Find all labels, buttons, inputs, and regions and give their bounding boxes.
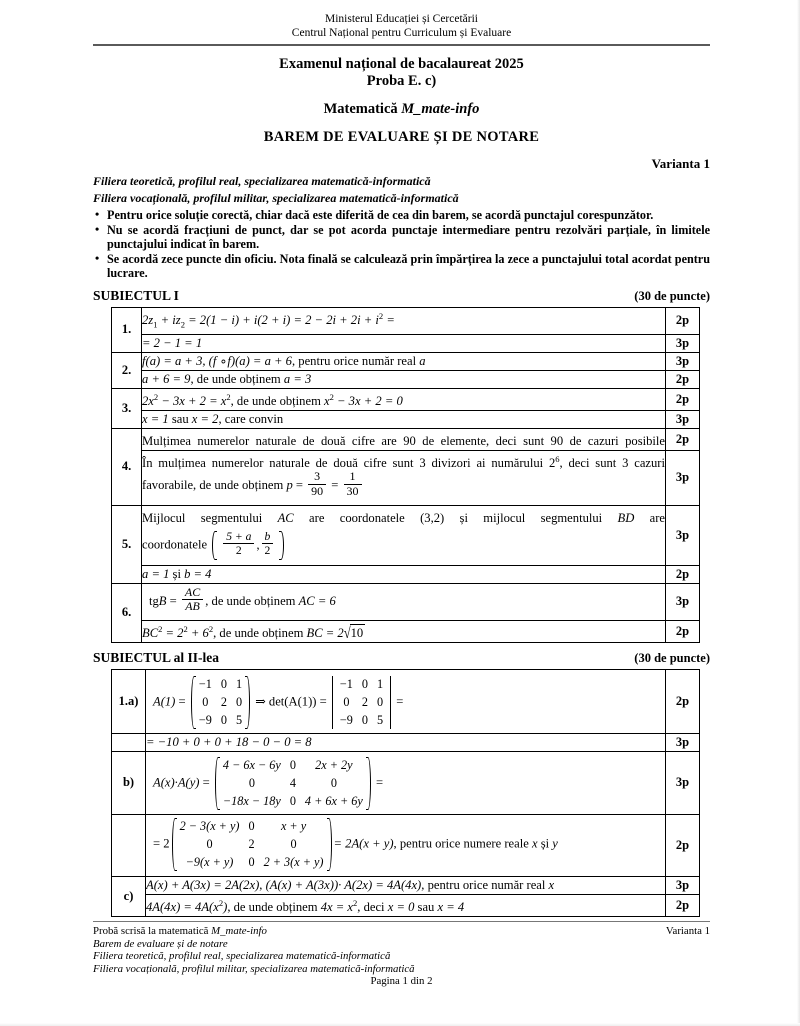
points-cell: 2p bbox=[666, 428, 700, 450]
table-row bbox=[112, 751, 700, 814]
footer-page-number: Pagina 1 din 2 bbox=[370, 975, 433, 988]
math-expression: A(x)·A(y) bbox=[153, 775, 200, 790]
points-cell: 2p bbox=[666, 565, 700, 583]
section-title: SUBIECTUL al II-lea bbox=[93, 649, 220, 665]
item-number: c) bbox=[112, 876, 146, 916]
math-expression: a + 6 = 9 bbox=[142, 371, 191, 386]
points-cell: 3p bbox=[666, 450, 700, 505]
fraction: $\frac{1}{30}$ bbox=[344, 470, 362, 498]
points-cell: 3p bbox=[666, 733, 700, 751]
grading-rule-item: • Pentru orice soluție corectă, chiar dacă este diferită de cea din barem, se acordă punctajul corespunzător. bbox=[93, 208, 710, 223]
math-expression: $2z_1 + iz_2 = 2(1 - i) + i(2 + i) = 2 - 2i + 2i + i^2$ = bbox=[142, 310, 395, 330]
solution-line bbox=[142, 428, 666, 450]
footer-line-2: Barem de evaluare și de notare bbox=[93, 937, 228, 950]
footer-varianta: Varianta 1 bbox=[665, 924, 710, 937]
solution-line bbox=[146, 733, 666, 751]
barem-title: BAREM DE EVALUARE ȘI DE NOTARE bbox=[263, 129, 540, 145]
item-number: 1.a) bbox=[112, 669, 146, 733]
table-row bbox=[112, 334, 700, 352]
matrix-A1: −1 0 1 0 2 0 −9 0 5 bbox=[190, 675, 251, 730]
filiera-line-2: Filiera vocațională, profilul militar, specializarea matematică-informatică bbox=[93, 190, 459, 205]
footer-exam-label: Probă scrisă la matematică M_mate-info bbox=[93, 924, 267, 937]
math-expression: $BC^2 = 2^2 + 6^2$ bbox=[142, 623, 214, 640]
section-heading-subiect-1 bbox=[93, 288, 710, 304]
table-row bbox=[112, 814, 700, 876]
math-expression: A(1) bbox=[153, 694, 176, 709]
table-row bbox=[112, 876, 700, 894]
math-expression: = −10 + 0 + 0 + 18 − 0 − 0 = 8 bbox=[146, 734, 312, 749]
item-number: 5. bbox=[112, 505, 142, 583]
section-heading-subiect-2 bbox=[93, 650, 710, 666]
solution-text: coordonatele $\frac{5 + a}{2}$ , $\frac{b}{2}$ bbox=[142, 530, 665, 561]
points-cell: 3p bbox=[666, 751, 700, 814]
solution-line: x = 1 sau x = 2, care convin bbox=[142, 410, 666, 428]
page-content bbox=[93, 12, 710, 988]
barem-table-subiect-1 bbox=[111, 307, 700, 643]
section-points: (30 de puncte) bbox=[634, 288, 710, 303]
solution-line: = 2 2 − 3(x + y) 0 x + y 0 2 0 −9(x + y) 0 2 + 3(x + y) = 2A(x + y), pentru orice numere reale x și y bbox=[146, 814, 666, 876]
math-expression: = 2 bbox=[153, 836, 170, 851]
table-row bbox=[112, 565, 700, 583]
solution-text: Mijlocul segmentului AC are coordonatele (3,2) și mijlocul segmentului BD are bbox=[142, 510, 665, 525]
header-divider bbox=[93, 44, 710, 46]
points-cell: 3p bbox=[666, 410, 700, 428]
table-row bbox=[112, 410, 700, 428]
item-number: b) bbox=[112, 751, 146, 814]
fraction: $\frac{AC}{AB}$ bbox=[182, 586, 203, 614]
ministry-line-1: Ministerul Educației și Cercetării bbox=[325, 13, 478, 25]
points-cell: 2p bbox=[666, 669, 700, 733]
determinant-A1: −1 0 1 0 2 0 −9 0 5 bbox=[331, 675, 392, 730]
square-root: 10 bbox=[350, 625, 364, 640]
item-number: 3. bbox=[112, 388, 142, 428]
footer-line-4: Filiera vocațională, profilul militar, specializarea matematică-informatică bbox=[93, 962, 415, 975]
table-row bbox=[112, 894, 700, 916]
item-number: 1. bbox=[112, 307, 142, 352]
solution-line: $BC^2 = 2^2 + 6^2$, de unde obținem BC = 2√10 bbox=[142, 620, 666, 642]
matrix-factored: 2 − 3(x + y) 0 x + y 0 2 0 −9(x + y) 0 2 + 3(x + y) bbox=[171, 817, 333, 872]
math-expression: x = 1 bbox=[142, 411, 169, 426]
footer-divider bbox=[93, 921, 710, 922]
table-row bbox=[112, 505, 700, 565]
subject-code: M_mate-info bbox=[401, 101, 480, 117]
points-cell: 3p bbox=[666, 583, 700, 620]
math-expression: tg bbox=[149, 593, 159, 608]
page-footer bbox=[93, 925, 710, 988]
matrix-product: 4 − 6x − 6y 0 2x + 2y 0 4 0 −18x − 18y 0 4 + 6x + 6y bbox=[214, 756, 372, 811]
table-row bbox=[112, 352, 700, 370]
item-number: 6. bbox=[112, 583, 142, 642]
section-title: SUBIECTUL I bbox=[93, 287, 179, 303]
grading-rules bbox=[93, 208, 710, 281]
footer-line-1 bbox=[93, 925, 710, 938]
math-expression: f(a) = a + 3, (f ∘f)(a) = a + 6 bbox=[142, 353, 292, 368]
solution-line: $2x^2 - 3x + 2 = x^2$, de unde obținem $x^2 - 3x + 2 = 0$ bbox=[142, 388, 666, 410]
barem-table-subiect-2 bbox=[111, 669, 700, 917]
table-row bbox=[112, 669, 700, 733]
math-expression: $2x^2 - 3x + 2 = x^2$ bbox=[142, 391, 231, 408]
grading-rule-item: • Se acordă zece puncte din oficiu. Nota finală se calculează prin împărțirea la zece a punctajului total acordat pentru lucrare. bbox=[93, 252, 710, 281]
subject-line bbox=[93, 101, 710, 118]
solution-line bbox=[142, 334, 666, 352]
solution-line bbox=[142, 450, 666, 505]
table-row bbox=[112, 307, 700, 334]
ministry-line-2: Centrul Național pentru Curriculum și Evaluare bbox=[291, 27, 512, 39]
table-row bbox=[112, 583, 700, 620]
table-row bbox=[112, 370, 700, 388]
item-number: 2. bbox=[112, 352, 142, 388]
points-cell: 3p bbox=[666, 352, 700, 370]
solution-line: a + 6 = 9, de unde obținem a = 3 bbox=[142, 370, 666, 388]
grading-rule-item: • Nu se acordă fracțiuni de punct, dar se pot acorda punctaje intermediare pentru rezolvări parțiale, în limitele punctajului indicat în barem. bbox=[93, 223, 710, 252]
points-cell: 3p bbox=[666, 334, 700, 352]
varianta-label: Varianta 1 bbox=[651, 156, 710, 171]
item-number: 4. bbox=[112, 428, 142, 505]
ministry-header bbox=[93, 12, 710, 40]
solution-line: f(a) = a + 3, (f ∘f)(a) = a + 6, pentru orice număr real a bbox=[142, 352, 666, 370]
points-cell: 3p bbox=[666, 876, 700, 894]
math-expression: a = 1 bbox=[142, 566, 170, 581]
solution-line: $4A(4x) = 4A(x^2)$, de unde obținem $4x = x^2$, deci x = 0 sau x = 4 bbox=[146, 894, 666, 916]
footer-line-3: Filiera teoretică, profilul real, specializarea matematică-informatică bbox=[93, 950, 391, 963]
solution-text: În mulțimea numerelor naturale de două cifre sunt 3 divizori ai numărului $2^6$, deci sunt 3 cazuri favorabile, de unde obținem p = $\frac{3}{90}$ = $\frac{1}{30}$ bbox=[142, 453, 665, 498]
coordinate-pair: $\frac{5 + a}{2}$ , $\frac{b}{2}$ bbox=[211, 530, 285, 561]
math-expression: = 2 − 1 = 1 bbox=[142, 335, 203, 350]
solution-line: a = 1 și b = 4 bbox=[142, 565, 666, 583]
solution-text: Mulțimea numerelor naturale de două cifre are 90 de elemente, deci sunt 90 de cazuri posibile bbox=[142, 433, 665, 448]
table-row bbox=[112, 388, 700, 410]
points-cell: 2p bbox=[666, 370, 700, 388]
math-expression: A(x) + A(3x) = 2A(2x) bbox=[146, 877, 260, 892]
item-number-spacer bbox=[112, 814, 146, 876]
section-points: (30 de puncte) bbox=[634, 650, 710, 665]
solution-line bbox=[142, 307, 666, 334]
points-cell: 2p bbox=[666, 388, 700, 410]
table-row bbox=[112, 428, 700, 450]
exam-title: Examenul național de bacalaureat 2025 bbox=[279, 56, 524, 72]
points-cell: 3p bbox=[666, 505, 700, 565]
fraction: $\frac{3}{90}$ bbox=[308, 470, 326, 498]
item-number-spacer bbox=[112, 733, 146, 751]
subject-label: Matematică bbox=[323, 101, 402, 117]
exam-proba: Proba E. c) bbox=[366, 73, 437, 89]
points-cell: 2p bbox=[666, 894, 700, 916]
filiera-line-1: Filiera teoretică, profilul real, specializarea matematică-informatică bbox=[93, 174, 431, 188]
solution-line: tgB = $\frac{AC}{AB}$ , de unde obținem AC = 6 bbox=[142, 583, 666, 620]
table-row bbox=[112, 620, 700, 642]
table-row bbox=[112, 450, 700, 505]
solution-line: A(x) + A(3x) = 2A(2x), (A(x) + A(3x))· A(2x) = 4A(4x), pentru orice număr real x bbox=[146, 876, 666, 894]
points-cell: 2p bbox=[666, 620, 700, 642]
solution-line bbox=[142, 505, 666, 565]
points-cell: 2p bbox=[666, 814, 700, 876]
math-expression: $4A(4x) = 4A(x^2)$ bbox=[146, 897, 228, 914]
solution-line: A(x)·A(y) = 4 − 6x − 6y 0 2x + 2y 0 4 0 −18x − 18y 0 4 + 6x + 6y = bbox=[146, 751, 666, 814]
points-cell: 2p bbox=[666, 307, 700, 334]
table-row bbox=[112, 733, 700, 751]
solution-line: A(1) = −1 0 1 0 2 0 −9 0 5 ⇒ det(A(1)) = −1 0 1 0 2 0 −9 0 5 = bbox=[146, 669, 666, 733]
